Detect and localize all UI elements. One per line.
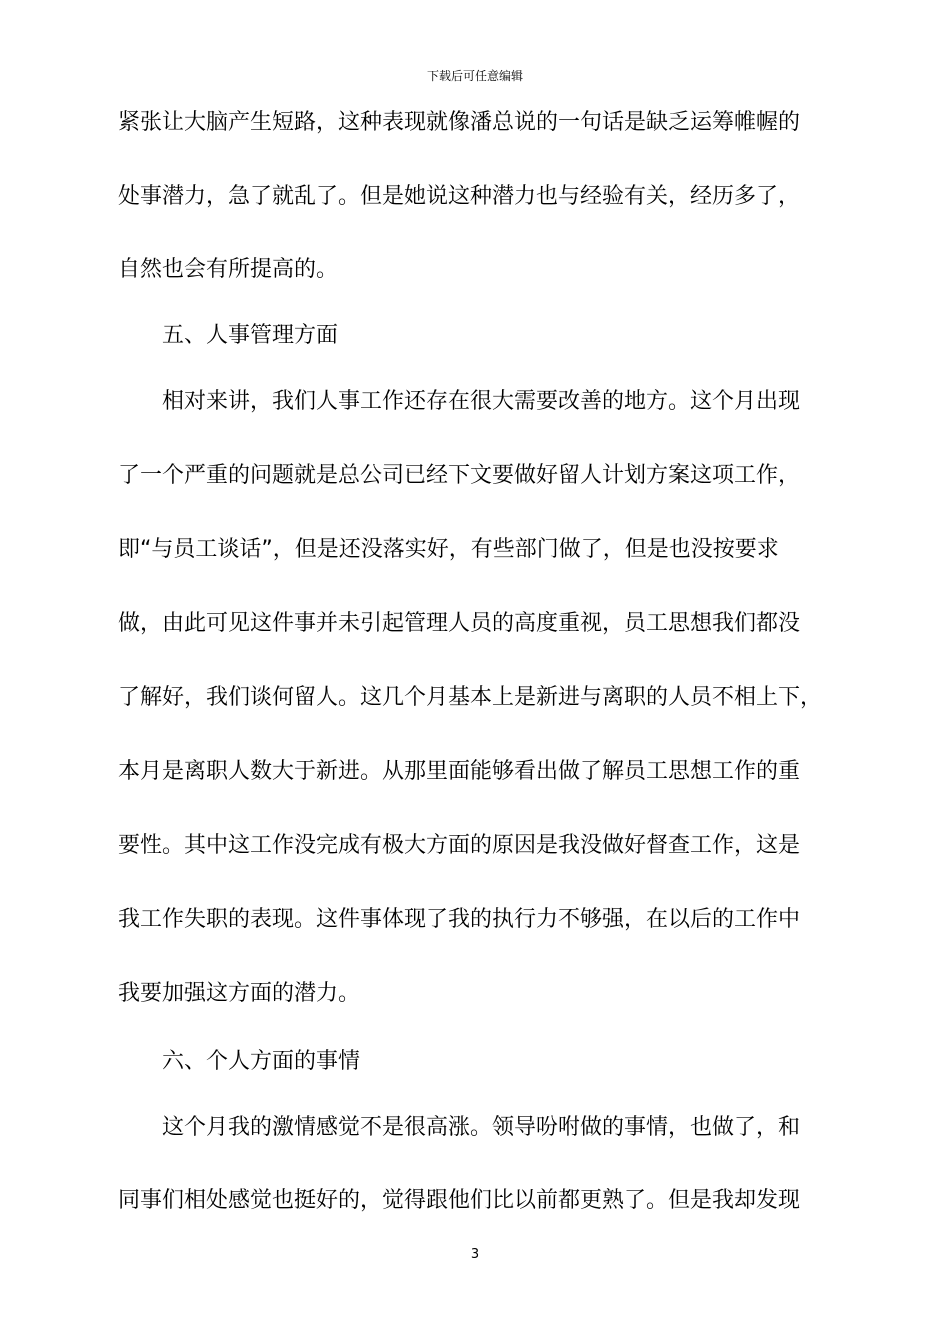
body-line: 紧张让大脑产生短路，这种表现就像潘总说的一句话是缺乏运筹帷幄的 <box>118 110 801 135</box>
body-line: 相对来讲，我们人事工作还存在很大需要改善的地方。这个月出现 <box>162 389 801 414</box>
page-header: 下载后可任意编辑 <box>426 69 523 83</box>
body-line: 即“与员工谈话”，但是还没落实好，有些部门做了，但是也没按要求 <box>118 537 779 562</box>
section-heading-5: 五、人事管理方面 <box>162 323 339 348</box>
section-heading-6: 六、个人方面的事情 <box>162 1049 361 1074</box>
body-line: 了解好，我们谈何留人。这几个月基本上是新进与离职的人员不相上下， <box>118 685 823 710</box>
body-line: 要性。其中这工作没完成有极大方面的原因是我没做好督查工作，这是 <box>118 833 801 858</box>
body-line: 我工作失职的表现。这件事体现了我的执行力不够强，在以后的工作中 <box>118 907 801 932</box>
body-line: 处事潜力，急了就乱了。但是她说这种潜力也与经验有关，经历多了， <box>118 184 801 209</box>
body-line: 本月是离职人数大于新进。从那里面能够看出做了解员工思想工作的重 <box>118 759 801 784</box>
body-line: 这个月我的激情感觉不是很高涨。领导吩咐做的事情，也做了，和 <box>162 1115 801 1140</box>
body-line: 了一个严重的问题就是总公司已经下文要做好留人计划方案这项工作， <box>118 463 801 488</box>
body-line: 做，由此可见这件事并未引起管理人员的高度重视，员工思想我们都没 <box>118 611 801 636</box>
body-line: 同事们相处感觉也挺好的，觉得跟他们比以前都更熟了。但是我却发现 <box>118 1188 801 1213</box>
body-line: 我要加强这方面的潜力。 <box>118 981 361 1006</box>
body-line: 自然也会有所提高的。 <box>118 257 339 282</box>
page-number: 3 <box>470 1247 480 1262</box>
